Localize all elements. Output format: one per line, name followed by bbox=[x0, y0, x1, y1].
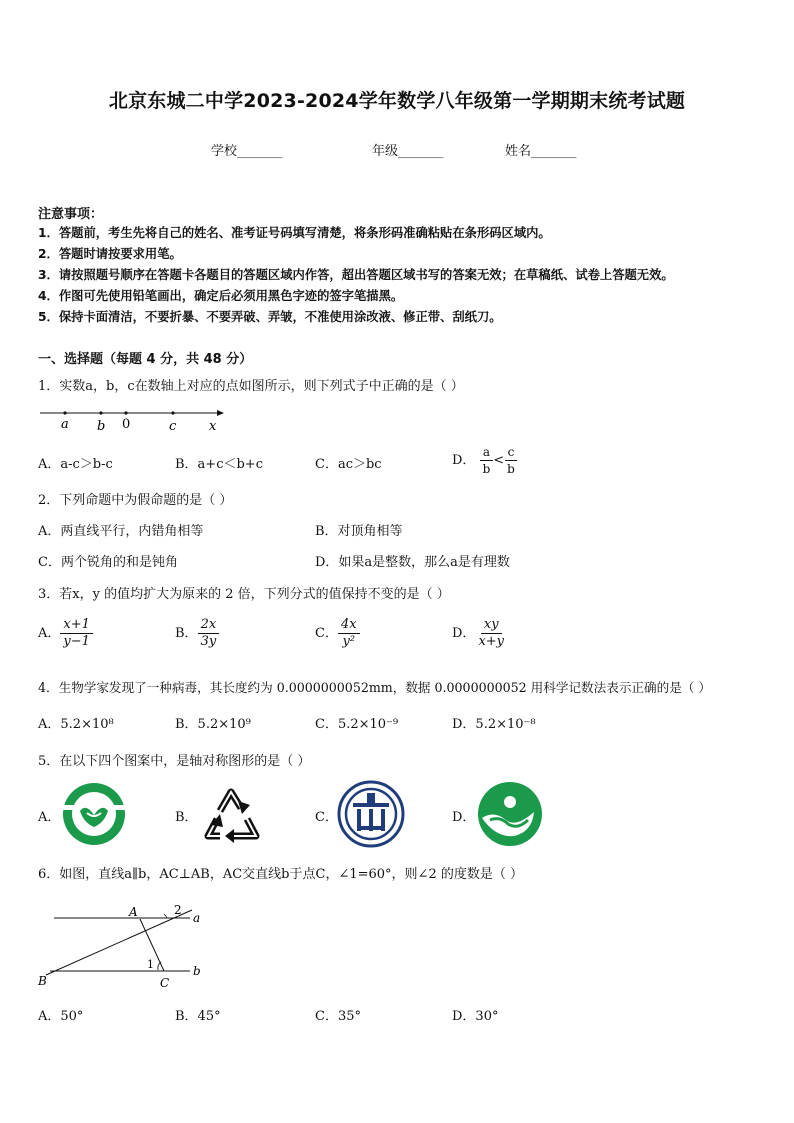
q3-option-d bbox=[452, 617, 507, 650]
q1-option-b: B．a+c＜b+c bbox=[175, 457, 263, 472]
page-title: 北京东城二中学2023-2024学年数学八年级第一学期期末统考试题 bbox=[108, 90, 686, 112]
question-2-stem: 2．下列命题中为假命题的是（ ） bbox=[38, 493, 233, 508]
frac-numerator: 2x bbox=[198, 617, 220, 634]
question-3-stem: 3．若x，y 的值均扩大为原来的 2 倍，下列分式的值保持不变的是（ ） bbox=[38, 587, 450, 602]
q2-option-a: A．两直线平行，内错角相等 bbox=[38, 524, 204, 539]
q3-option-a bbox=[38, 617, 93, 650]
axis-label-x: x bbox=[209, 419, 217, 434]
frac-numerator: xy bbox=[481, 617, 502, 634]
q3-option-b bbox=[175, 617, 219, 650]
question-1-stem: 1．实数a，b，c在数轴上对应的点如图所示，则下列式子中正确的是（ ） bbox=[38, 379, 464, 394]
q2-option-d: D．如果a是整数，那么a是有理数 bbox=[315, 555, 510, 570]
note-item: 5．保持卡面清洁，不要折暴、不要弄破、弄皱，不准使用涂改液、修正带、刮纸刀。 bbox=[38, 310, 502, 324]
q3-option-c-label: C． bbox=[315, 626, 338, 641]
q1-option-c: C．ac＞bc bbox=[315, 457, 382, 472]
school-field bbox=[211, 140, 283, 159]
frac-denominator: b bbox=[507, 462, 515, 476]
q6-option-d: D．30° bbox=[452, 1009, 499, 1024]
line-label-a: a bbox=[193, 911, 201, 925]
school-blank: _______ bbox=[237, 144, 283, 159]
grade-blank: _______ bbox=[398, 144, 444, 159]
note-item: 2．答题时请按要求用笔。 bbox=[38, 247, 182, 261]
axis-label-a: a bbox=[61, 417, 69, 432]
circular-emblem-icon bbox=[336, 779, 406, 849]
question-4-stem: 4．生物学家发现了一种病毒，其长度约为 0.0000000052mm，数据 0.0000000052 用科学记数法表示正确的是（ ） bbox=[38, 680, 711, 695]
frac-denominator: b bbox=[482, 462, 491, 476]
name-blank: _______ bbox=[531, 144, 577, 159]
notes-heading: 注意事项： bbox=[38, 207, 104, 222]
note-item: 3．请按照题号顺序在答题卡各题目的答题区域内作答，超出答题区域书写的答案无效；在草稿纸、试卷上答题无效。 bbox=[38, 268, 674, 282]
green-circle-logo-icon bbox=[476, 780, 544, 848]
recycle-icon bbox=[198, 781, 268, 847]
q5-option-a-label: A． bbox=[38, 810, 61, 825]
frac-numerator: 4x bbox=[338, 617, 360, 634]
q1-option-d bbox=[452, 444, 518, 477]
grade-field bbox=[372, 140, 444, 159]
q6-option-b: B．45° bbox=[175, 1009, 221, 1024]
q5-option-c-label: C． bbox=[315, 810, 338, 825]
q1-option-d-label: D． bbox=[452, 453, 476, 468]
q4-option-c: C．5.2×10⁻⁹ bbox=[315, 717, 399, 732]
frac-numerator: x+1 bbox=[60, 617, 93, 634]
angle-label-1: 1 bbox=[147, 958, 154, 971]
green-food-logo-icon bbox=[60, 781, 128, 847]
frac-denominator: y−1 bbox=[63, 634, 90, 649]
question-5-stem: 5．在以下四个图案中，是轴对称图形的是（ ） bbox=[38, 754, 311, 769]
q2-option-c: C．两个锐角的和是钝角 bbox=[38, 555, 178, 570]
axis-label-b: b bbox=[97, 419, 106, 434]
frac-denominator: 3y bbox=[200, 634, 217, 649]
q2-option-b: B．对顶角相等 bbox=[315, 524, 403, 539]
frac-denominator: y² bbox=[342, 634, 356, 649]
name-field bbox=[505, 140, 577, 159]
point-label-c: C bbox=[160, 976, 170, 990]
q5-option-d-label: D． bbox=[452, 810, 476, 825]
q3-option-b-label: B． bbox=[175, 626, 198, 641]
q6-option-a: A．50° bbox=[38, 1009, 84, 1024]
name-label: 姓名 bbox=[505, 144, 532, 159]
q1-option-a: A．a-c＞b-c bbox=[38, 457, 113, 472]
section-heading: 一、选择题（每题 4 分，共 48 分） bbox=[38, 352, 253, 367]
q4-option-a: A．5.2×10⁸ bbox=[38, 717, 114, 732]
point-label-a: A bbox=[129, 905, 138, 919]
frac-numerator: a bbox=[480, 444, 493, 461]
grade-label: 年级 bbox=[372, 144, 399, 159]
frac-numerator: c bbox=[505, 444, 518, 461]
parallel-lines-figure bbox=[36, 896, 216, 996]
q4-option-b: B．5.2×10⁹ bbox=[175, 717, 251, 732]
q6-option-c: C．35° bbox=[315, 1009, 361, 1024]
q3-option-d-label: D． bbox=[452, 626, 476, 641]
point-label-b: B bbox=[38, 974, 47, 988]
angle-label-2: 2 bbox=[174, 903, 182, 917]
school-label: 学校 bbox=[211, 144, 238, 159]
axis-label-c: c bbox=[169, 419, 177, 434]
question-6-stem: 6．如图，直线a∥b，AC⊥AB，AC交直线b于点C，∠1=60°，则∠2 的度数是（ ） bbox=[38, 867, 523, 882]
axis-label-zero: 0 bbox=[122, 417, 131, 432]
q3-option-c bbox=[315, 617, 360, 650]
note-item: 4．作图可先使用铅笔画出，确定后必须用黑色字迹的签字笔描黑。 bbox=[38, 289, 404, 303]
frac-denominator: x+y bbox=[478, 634, 505, 649]
number-line-figure bbox=[38, 402, 228, 436]
less-than-sign: < bbox=[493, 453, 505, 468]
q3-option-a-label: A． bbox=[38, 626, 61, 641]
q5-option-b-label: B． bbox=[175, 810, 198, 825]
note-item: 1．答题前，考生先将自己的姓名、准考证号码填写清楚，将条形码准确粘贴在条形码区域内。 bbox=[38, 226, 551, 240]
line-label-b: b bbox=[193, 964, 201, 978]
q4-option-d: D．5.2×10⁻⁸ bbox=[452, 717, 536, 732]
